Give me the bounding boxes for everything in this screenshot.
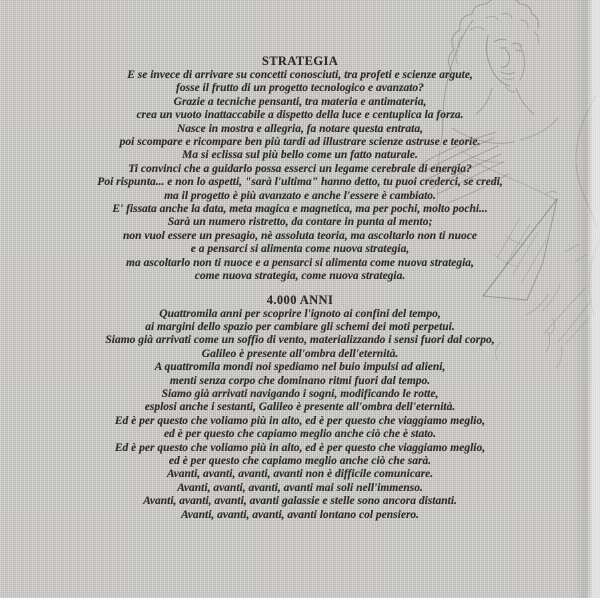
lyric-line: Siamo già arrivati navigando i sogni, modificando le rotte, [161,387,439,400]
lyric-line: ma ascoltarlo non ti nuoce e a pensarci si alimenta come nuova strategia, [126,256,474,269]
lyric-line: esplosi anche i sestanti, Galileo è presente all'ombra dell'eternità. [144,401,456,414]
lyric-line: Avanti, avanti, avanti, avanti lontano col pensiero. [180,508,420,521]
lyric-line: E se invece di arrivare su concetti conosciuti, tra profeti e scienze argute, [127,69,473,81]
lyric-line: Poi rispunta... e non lo aspetti, "sarà l'ultima" hanno detto, tu puoi crederci, se credi, [97,176,503,189]
section-title-4000-anni: 4.000 ANNI [266,292,334,307]
lyric-line: Avanti, avanti, avanti, avanti galassie e stelle sono ancora distanti. [143,495,457,508]
lyric-line: Nasce in mostra e allegria, fa notare questa entrata, [177,122,423,135]
lyric-line: poi scompare e ricompare ben più tardi ad illustrare scienze astruse e teorie. [119,136,481,149]
lyrics-block [0,54,600,522]
lyric-line: Ed è per questo che voliamo più in alto, ed è per questo che viaggiamo meglio, [114,414,486,427]
lyric-line: Grazie a tecniche pensanti, tra materia e antimateria, [173,95,427,108]
lyric-line: Ti convinci che a guidarlo possa esserci un legame cerebrale di energia? [128,162,472,175]
lyric-line: Ma si eclissa sul più bello come un fatto naturale. [182,149,418,162]
lyric-line: Siamo già arrivati come un soffio di vento, materializzando i sensi fuori dal corpo, [105,334,495,347]
lyric-line: Quattromila anni per scoprire l'ignoto ai confini del tempo, [159,307,441,320]
lyric-line: crea un vuoto inattaccabile a dispetto della luce e centuplica la forza. [136,109,464,122]
lyric-line: Avanti, avanti, avanti, avanti non è difficile comunicare. [166,468,434,481]
lyric-line: e a pensarci si alimenta come nuova strategia, [190,243,410,256]
lyric-line: menti senza corpo che dominano ritmi fuori dal tempo. [169,374,431,387]
lyric-line: Ed è per questo che voliamo più in alto, ed è per questo che viaggiamo meglio, [114,441,486,454]
lyric-line: non vuol essere un presagio, nè assoluta teoria, ma ascoltarlo non ti nuoce [123,229,477,242]
lyric-line: ma il progetto è più avanzato e anche l'essere è cambiato. [164,189,436,202]
lyric-line: fosse il frutto di un progetto tecnologico e avanzato? [176,82,424,95]
lyric-line: ai margini dello spazio per cambiare gli schemi dei moti perpetui. [145,320,455,333]
lyric-line: Galileo è presente all'ombra dell'eternità. [201,347,399,360]
lyric-line: Sarà un numero ristretto, da contare in punta al mento; [167,216,433,229]
lyric-line: ed è per questo che capiamo meglio anche ciò che è stato. [163,428,437,441]
section-title-strategia: STRATEGIA [261,54,339,68]
lyric-line: ed è per questo che capiamo meglio anche ciò che sarà. [168,454,432,467]
page-edge-highlight [574,0,600,598]
lyric-line: come nuova strategia, come nuova strategia. [194,270,406,283]
lyric-line: A quattromila mondi noi spediamo nel buio impulsi ad alieni, [154,361,446,374]
lyric-line: E' fissata anche la data, meta magica e magnetica, ma per pochi, molto pochi... [112,203,488,216]
lyric-line: Avanti, avanti, avanti, avanti mai soli nell'immenso. [177,481,423,494]
